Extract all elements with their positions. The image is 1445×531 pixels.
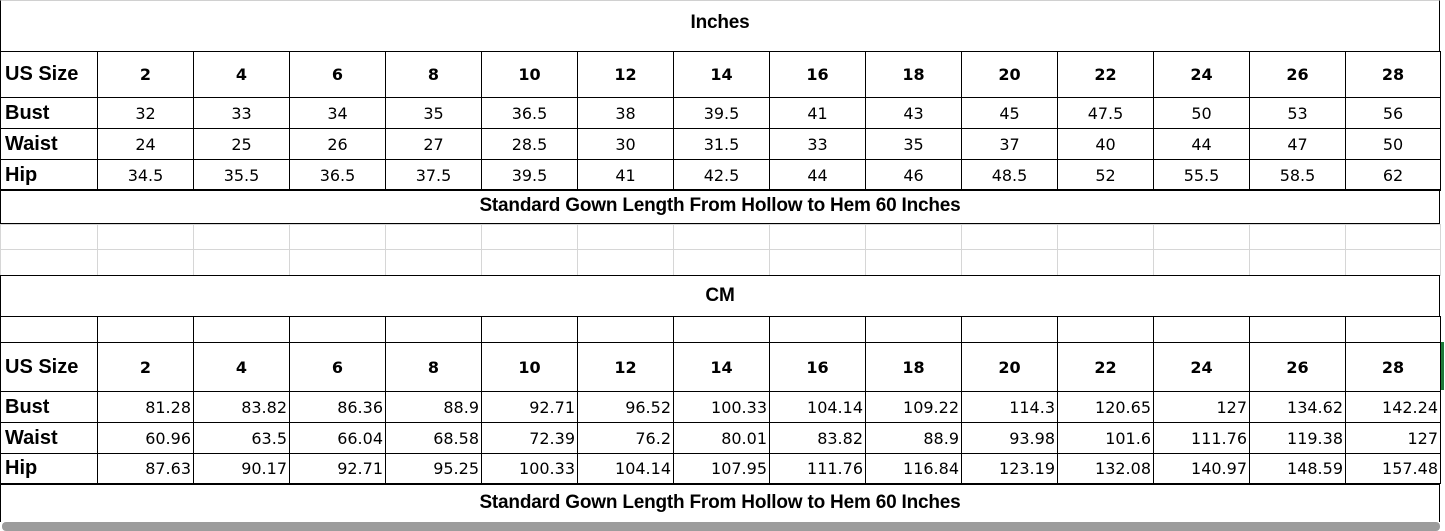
empty-row xyxy=(1,225,1441,250)
empty-cell[interactable] xyxy=(1058,250,1154,276)
measurement-value[interactable]: 35.5 xyxy=(194,160,290,191)
measurement-value[interactable]: 120.65 xyxy=(1058,392,1154,423)
measurement-value[interactable]: 24 xyxy=(98,129,194,160)
measurement-label[interactable]: Hip xyxy=(1,454,98,484)
measurement-value[interactable]: 32 xyxy=(98,98,194,129)
measurement-value[interactable]: 60.96 xyxy=(98,423,194,454)
measurement-value[interactable]: 47.5 xyxy=(1058,98,1154,129)
measurement-value[interactable]: 148.59 xyxy=(1250,454,1346,484)
empty-cell[interactable] xyxy=(770,317,866,343)
measurement-row-bust xyxy=(1,98,1441,129)
measurement-value[interactable]: 38 xyxy=(578,98,674,129)
size-header-cell[interactable]: 14 xyxy=(674,343,770,392)
empty-cell[interactable] xyxy=(482,317,578,343)
measurement-value[interactable]: 28.5 xyxy=(482,129,578,160)
measurement-value[interactable]: 63.5 xyxy=(194,423,290,454)
empty-cell[interactable] xyxy=(770,225,866,250)
empty-cell[interactable] xyxy=(1346,250,1441,276)
us-size-label[interactable]: US Size xyxy=(1,343,98,392)
measurement-value[interactable]: 45 xyxy=(962,98,1058,129)
size-header-cell[interactable]: 18 xyxy=(866,52,962,98)
empty-cell[interactable] xyxy=(962,317,1058,343)
measurement-value[interactable]: 93.98 xyxy=(962,423,1058,454)
measurement-value[interactable]: 47 xyxy=(1250,129,1346,160)
measurement-value[interactable]: 40 xyxy=(1058,129,1154,160)
size-header-cell[interactable]: 2 xyxy=(98,52,194,98)
empty-cell[interactable] xyxy=(674,317,770,343)
empty-cell[interactable] xyxy=(482,250,578,276)
size-header-cell[interactable]: 18 xyxy=(866,343,962,392)
size-header-row xyxy=(1,343,1441,392)
empty-cell[interactable] xyxy=(1,317,98,343)
measurement-row-hip xyxy=(1,454,1441,484)
empty-cell[interactable] xyxy=(386,250,482,276)
size-header-cell[interactable]: 2 xyxy=(98,343,194,392)
empty-cell[interactable] xyxy=(98,225,194,250)
measurement-value[interactable]: 31.5 xyxy=(674,129,770,160)
empty-cell[interactable] xyxy=(194,225,290,250)
measurement-value[interactable]: 36.5 xyxy=(290,160,386,191)
measurement-value[interactable]: 33 xyxy=(194,98,290,129)
size-header-cell[interactable]: 10 xyxy=(482,52,578,98)
measurement-value[interactable]: 55.5 xyxy=(1154,160,1250,191)
empty-cell[interactable] xyxy=(866,225,962,250)
empty-cell[interactable] xyxy=(1250,250,1346,276)
size-header-cell[interactable]: 16 xyxy=(770,343,866,392)
measurement-value[interactable]: 157.48 xyxy=(1346,454,1441,484)
size-header-cell[interactable]: 6 xyxy=(290,52,386,98)
measurement-value[interactable]: 111.76 xyxy=(1154,423,1250,454)
measurement-value[interactable]: 66.04 xyxy=(290,423,386,454)
size-header-cell[interactable]: 8 xyxy=(386,52,482,98)
measurement-value[interactable]: 72.39 xyxy=(482,423,578,454)
empty-cell[interactable] xyxy=(1250,225,1346,250)
measurement-value[interactable]: 127 xyxy=(1346,423,1441,454)
measurement-label[interactable]: Bust xyxy=(1,392,98,423)
empty-cell[interactable] xyxy=(98,250,194,276)
empty-cell[interactable] xyxy=(290,317,386,343)
measurement-value[interactable]: 44 xyxy=(1154,129,1250,160)
us-size-label[interactable]: US Size xyxy=(1,52,98,98)
measurement-row-bust xyxy=(1,392,1441,423)
empty-cell[interactable] xyxy=(962,225,1058,250)
measurement-value[interactable]: 127 xyxy=(1154,392,1250,423)
measurement-value[interactable]: 56 xyxy=(1346,98,1441,129)
size-header-cell[interactable]: 4 xyxy=(194,52,290,98)
measurement-value[interactable]: 41 xyxy=(578,160,674,191)
measurement-value[interactable]: 140.97 xyxy=(1154,454,1250,484)
empty-cell[interactable] xyxy=(962,250,1058,276)
measurement-value[interactable]: 52 xyxy=(1058,160,1154,191)
empty-cell[interactable] xyxy=(578,317,674,343)
measurement-value[interactable]: 123.19 xyxy=(962,454,1058,484)
measurement-row-waist xyxy=(1,423,1441,454)
horizontal-scrollbar[interactable] xyxy=(2,522,1440,531)
measurement-value[interactable]: 62 xyxy=(1346,160,1441,191)
size-header-cell[interactable]: 26 xyxy=(1250,52,1346,98)
measurement-value[interactable]: 83.82 xyxy=(770,423,866,454)
measurement-value[interactable]: 96.52 xyxy=(578,392,674,423)
active-cell-indicator xyxy=(1441,342,1444,390)
size-header-cell[interactable]: 16 xyxy=(770,52,866,98)
size-header-cell[interactable]: 22 xyxy=(1058,52,1154,98)
empty-cell[interactable] xyxy=(1346,225,1441,250)
measurement-label[interactable]: Bust xyxy=(1,98,98,129)
measurement-value[interactable]: 90.17 xyxy=(194,454,290,484)
measurement-value[interactable]: 41 xyxy=(770,98,866,129)
spacer-row xyxy=(1,317,1441,343)
empty-cell[interactable] xyxy=(1,225,98,250)
empty-cell[interactable] xyxy=(1154,250,1250,276)
empty-cell[interactable] xyxy=(866,250,962,276)
measurement-value[interactable]: 83.82 xyxy=(194,392,290,423)
empty-cell[interactable] xyxy=(194,317,290,343)
measurement-value[interactable]: 100.33 xyxy=(482,454,578,484)
measurement-row-waist xyxy=(1,129,1441,160)
size-header-cell[interactable]: 10 xyxy=(482,343,578,392)
measurement-value[interactable]: 50 xyxy=(1346,129,1441,160)
size-header-cell[interactable]: 20 xyxy=(962,343,1058,392)
measurement-value[interactable]: 92.71 xyxy=(290,454,386,484)
measurement-value[interactable]: 80.01 xyxy=(674,423,770,454)
measurement-value[interactable]: 111.76 xyxy=(770,454,866,484)
empty-cell[interactable] xyxy=(1154,317,1250,343)
measurement-value[interactable]: 37.5 xyxy=(386,160,482,191)
measurement-value[interactable]: 44 xyxy=(770,160,866,191)
measurement-value[interactable]: 88.9 xyxy=(866,423,962,454)
empty-cell[interactable] xyxy=(1,250,98,276)
measurement-value[interactable]: 92.71 xyxy=(482,392,578,423)
measurement-label[interactable]: Hip xyxy=(1,160,98,191)
measurement-value[interactable]: 142.24 xyxy=(1346,392,1441,423)
empty-cell[interactable] xyxy=(1154,225,1250,250)
empty-cell[interactable] xyxy=(482,225,578,250)
measurement-value[interactable]: 87.63 xyxy=(98,454,194,484)
size-header-cell[interactable]: 12 xyxy=(578,343,674,392)
measurement-value[interactable]: 27 xyxy=(386,129,482,160)
size-header-cell[interactable]: 28 xyxy=(1346,343,1441,392)
measurement-value[interactable]: 48.5 xyxy=(962,160,1058,191)
measurement-value[interactable]: 107.95 xyxy=(674,454,770,484)
cm-size-table xyxy=(0,316,1441,484)
empty-cell[interactable] xyxy=(1058,317,1154,343)
empty-cell[interactable] xyxy=(578,250,674,276)
cm-footer-note: Standard Gown Length From Hollow to Hem 60 Inches xyxy=(479,492,961,513)
empty-cell[interactable] xyxy=(1346,317,1441,343)
measurement-value[interactable]: 76.2 xyxy=(578,423,674,454)
size-header-cell[interactable]: 8 xyxy=(386,343,482,392)
empty-row xyxy=(1,250,1441,276)
size-header-row xyxy=(1,52,1441,98)
size-header-cell[interactable]: 4 xyxy=(194,343,290,392)
measurement-value[interactable]: 26 xyxy=(290,129,386,160)
measurement-value[interactable]: 104.14 xyxy=(578,454,674,484)
inches-size-table xyxy=(0,51,1441,191)
measurement-value[interactable]: 35 xyxy=(386,98,482,129)
measurement-value[interactable]: 100.33 xyxy=(674,392,770,423)
empty-cell[interactable] xyxy=(866,317,962,343)
empty-cell[interactable] xyxy=(386,225,482,250)
empty-cell[interactable] xyxy=(578,225,674,250)
measurement-value[interactable]: 101.6 xyxy=(1058,423,1154,454)
size-header-cell[interactable]: 24 xyxy=(1154,343,1250,392)
measurement-value[interactable]: 88.9 xyxy=(386,392,482,423)
measurement-value[interactable]: 39.5 xyxy=(674,98,770,129)
size-header-cell[interactable]: 26 xyxy=(1250,343,1346,392)
measurement-value[interactable]: 116.84 xyxy=(866,454,962,484)
measurement-value[interactable]: 25 xyxy=(194,129,290,160)
measurement-value[interactable]: 58.5 xyxy=(1250,160,1346,191)
measurement-value[interactable]: 81.28 xyxy=(98,392,194,423)
measurement-value[interactable]: 68.58 xyxy=(386,423,482,454)
measurement-value[interactable]: 34.5 xyxy=(98,160,194,191)
measurement-value[interactable]: 37 xyxy=(962,129,1058,160)
empty-cell[interactable] xyxy=(674,225,770,250)
measurement-value[interactable]: 109.22 xyxy=(866,392,962,423)
measurement-value[interactable]: 34 xyxy=(290,98,386,129)
measurement-value[interactable]: 104.14 xyxy=(770,392,866,423)
empty-cell[interactable] xyxy=(194,250,290,276)
measurement-value[interactable]: 114.3 xyxy=(962,392,1058,423)
measurement-value[interactable]: 33 xyxy=(770,129,866,160)
empty-cell[interactable] xyxy=(386,317,482,343)
empty-rows xyxy=(0,224,1441,276)
measurement-row-hip xyxy=(1,160,1441,191)
empty-cell[interactable] xyxy=(770,250,866,276)
cm-title: CM xyxy=(705,285,735,306)
measurement-value[interactable]: 30 xyxy=(578,129,674,160)
measurement-value[interactable]: 95.25 xyxy=(386,454,482,484)
size-header-cell[interactable]: 12 xyxy=(578,52,674,98)
empty-cell[interactable] xyxy=(290,250,386,276)
empty-cell[interactable] xyxy=(674,250,770,276)
size-header-cell[interactable]: 22 xyxy=(1058,343,1154,392)
measurement-value[interactable]: 132.08 xyxy=(1058,454,1154,484)
size-header-cell[interactable]: 14 xyxy=(674,52,770,98)
empty-cell[interactable] xyxy=(98,317,194,343)
measurement-value[interactable]: 86.36 xyxy=(290,392,386,423)
empty-cell[interactable] xyxy=(1250,317,1346,343)
measurement-label[interactable]: Waist xyxy=(1,129,98,160)
measurement-value[interactable]: 134.62 xyxy=(1250,392,1346,423)
size-header-cell[interactable]: 20 xyxy=(962,52,1058,98)
measurement-label[interactable]: Waist xyxy=(1,423,98,454)
measurement-value[interactable]: 35 xyxy=(866,129,962,160)
measurement-value[interactable]: 39.5 xyxy=(482,160,578,191)
size-header-cell[interactable]: 28 xyxy=(1346,52,1441,98)
measurement-value[interactable]: 43 xyxy=(866,98,962,129)
empty-cell[interactable] xyxy=(1058,225,1154,250)
measurement-value[interactable]: 53 xyxy=(1250,98,1346,129)
size-header-cell[interactable]: 24 xyxy=(1154,52,1250,98)
measurement-value[interactable]: 42.5 xyxy=(674,160,770,191)
inches-title: Inches xyxy=(690,12,750,33)
measurement-value[interactable]: 50 xyxy=(1154,98,1250,129)
measurement-value[interactable]: 46 xyxy=(866,160,962,191)
inches-footer-note: Standard Gown Length From Hollow to Hem 60 Inches xyxy=(479,195,961,216)
measurement-value[interactable]: 36.5 xyxy=(482,98,578,129)
measurement-value[interactable]: 119.38 xyxy=(1250,423,1346,454)
empty-cell[interactable] xyxy=(290,225,386,250)
size-header-cell[interactable]: 6 xyxy=(290,343,386,392)
